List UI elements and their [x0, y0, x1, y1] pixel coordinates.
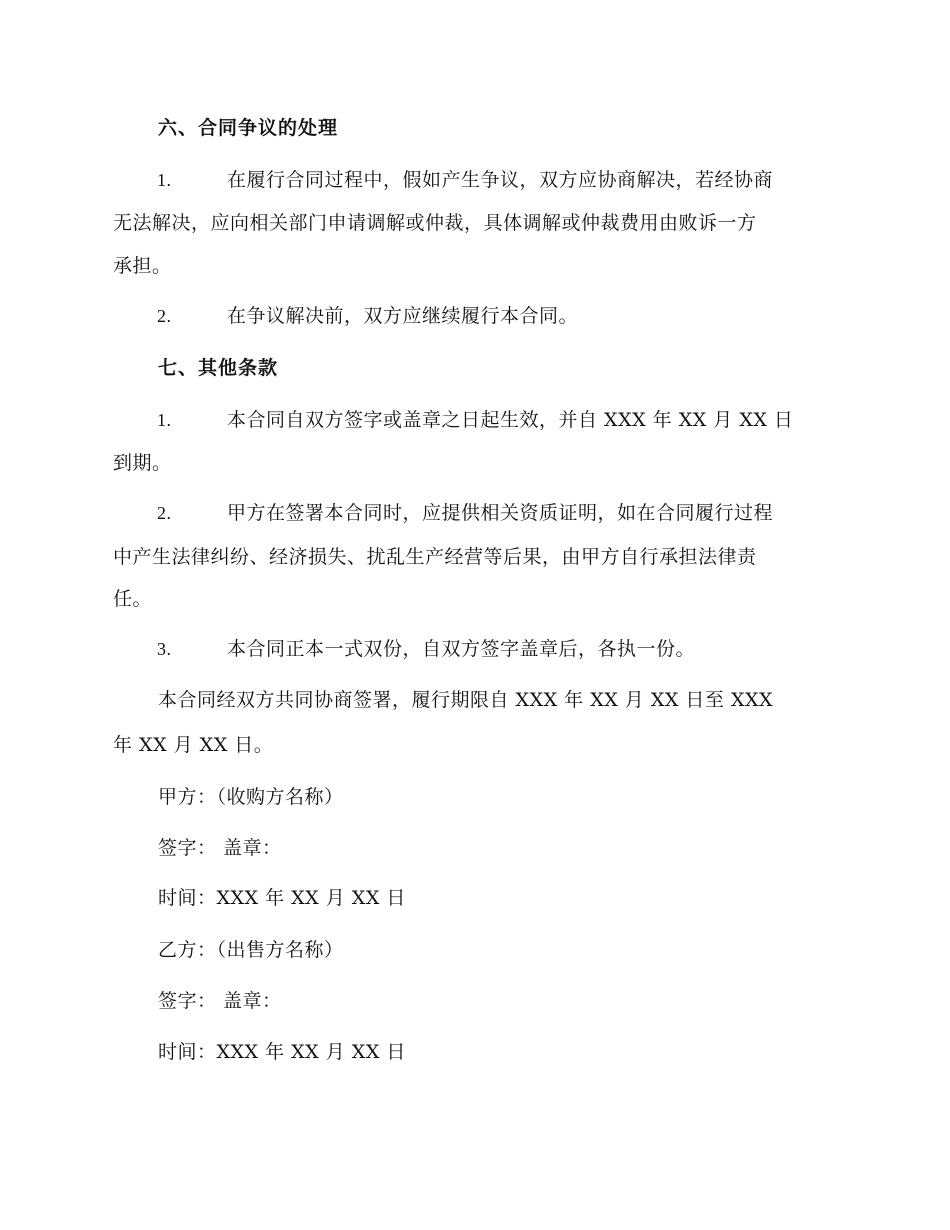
clause-number: 3. [157, 639, 172, 659]
party-b-date: 时间：XXX 年 XX 月 XX 日 [158, 1041, 406, 1063]
clause-number: 2. [157, 306, 172, 326]
closing-text: 年 XX 月 XX 日。 [113, 734, 274, 756]
party-a-signature: 签字： 盖章： [158, 837, 282, 859]
clause-number: 1. [157, 170, 172, 190]
party-a-name: 甲方：（收购方名称） [158, 786, 344, 808]
clause-number: 2. [157, 503, 172, 523]
party-a-date: 时间：XXX 年 XX 月 XX 日 [158, 887, 406, 909]
party-b-name: 乙方：（出售方名称） [158, 939, 344, 961]
party-b-signature: 签字： 盖章： [158, 990, 282, 1012]
clause-number: 1. [157, 410, 172, 430]
clause-text: 中产生法律纠纷、经济损失、扰乱生产经营等后果，由甲方自行承担法律责 [113, 546, 757, 568]
clause-text: 到期。 [113, 452, 172, 474]
closing-text: 本合同经双方共同协商签署，履行期限自 XXX 年 XX 月 XX 日至 XXX [158, 689, 774, 711]
clause-text: 本合同正本一式双份，自双方签字盖章后，各执一份。 [227, 638, 696, 660]
section-heading-dispute: 六、合同争议的处理 [158, 117, 339, 139]
clause-text: 在争议解决前，双方应继续履行本合同。 [227, 305, 579, 327]
clause-text: 无法解决，应向相关部门申请调解或仲裁，具体调解或仲裁费用由败诉一方 [113, 212, 757, 234]
clause-text: 在履行合同过程中，假如产生争议，双方应协商解决，若经协商 [227, 169, 774, 191]
clause-text: 甲方在签署本合同时，应提供相关资质证明，如在合同履行过程 [227, 502, 774, 524]
clause-text: 任。 [113, 588, 153, 610]
section-heading-other-terms: 七、其他条款 [158, 357, 279, 379]
clause-text: 本合同自双方签字或盖章之日起生效，并自 XXX 年 XX 月 XX 日 [227, 409, 794, 431]
clause-text: 承担。 [113, 255, 172, 277]
